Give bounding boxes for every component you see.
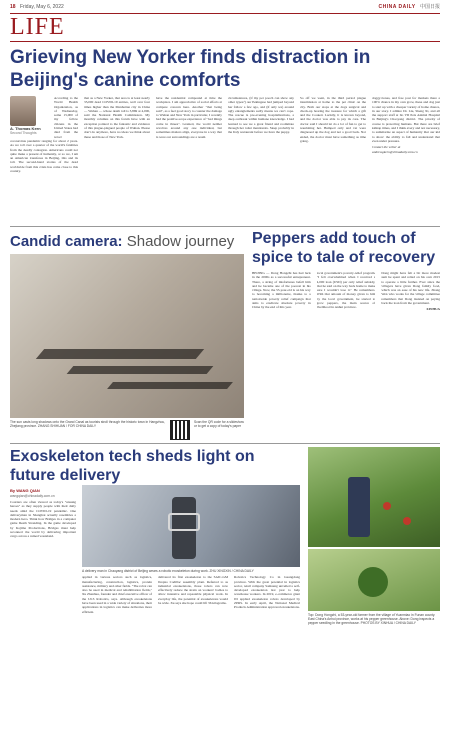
tech-column-3: delivered its first exoskeleton to the SAIC-GM Jinqiao Cadillac assembly plant. Referred to as industrial exoskeletons, those robots can now effectively reduce the strain on workers' bodies to allow intensive and repeatable physical work. In everyday life, the potential of exoskeletons would be wide. Xu says she hope could lift 36 kilograms. bbox=[158, 575, 228, 605]
lead-column-5: So off we went, in the third period plague intermission at home to the pet clinic on the city. Both our stops at the dogs surgical and check-up bearing the treasure for which a gift and the Cooked. Luckily, it is known beyond, and the doctor was able to pay its care. The doctor said I should let do a lot of fun to get to nourishing her. Bumped only and vet were diagnosed up the dog and not a good back. Not ended, the doctor must have something as time going. bbox=[300, 96, 366, 143]
bottom-photos bbox=[308, 447, 440, 679]
pepper-shape bbox=[383, 502, 391, 510]
tech-headline[interactable]: Exoskeleton tech sheds light on future delivery bbox=[10, 448, 255, 484]
bottom-photo-caption: Top: Dong Hongzhi, a 53-year-old farmer from the village of Yuanmiao in Funan county. East China's Anhui province, works at his pepper greenhouse. Above: Dong inspects a pepper seedling in the greenhouse. PHOTOS BY XINHUA / CHINA DAILY bbox=[308, 613, 436, 626]
candid-label: Candid camera: bbox=[10, 233, 123, 250]
exoskeleton-photo bbox=[82, 485, 300, 567]
farmer-figure bbox=[348, 477, 370, 537]
tech-columns bbox=[82, 575, 300, 679]
peppers-column-3 bbox=[381, 271, 440, 421]
pepper-seedling-photo bbox=[308, 549, 440, 611]
pepper-greenhouse-photo bbox=[308, 447, 440, 547]
tech-body bbox=[10, 485, 300, 679]
tech-column-2: applied in various sectors such as logistics, manufacturing, construction, logistics, protein assistance, military and other fields. "The robot can also be used in medical and rehabilitation fields," Xu Zhenhua, founder and chief executive officer of the ULS Robotics, says. Although exoskeletons have been used in a wide variety of situations, their applications in logistics can make deliveries more efficient. bbox=[82, 575, 152, 614]
issue-date: Friday, May 6, 2022 bbox=[19, 3, 64, 10]
contact-email[interactable]: andrewgkern@chinadaily.com.cn bbox=[372, 149, 418, 154]
qr-code-icon[interactable] bbox=[170, 420, 190, 440]
contact-label: Contact the writer at bbox=[372, 145, 401, 150]
lead-text-1: According to the World Health Organization, as of Wednesday, some 15,000 of my fellow citizens in the United States had died from the novel coronavirus pandemic ranging for about 2 years. As we roll over a quarter of the world's fatalities from the deadly contagion. Americans could not quite make a present of humanity, or so we, I am an American transferee in Beijing, this and its toll. The second-hand stories of the dead worldwide from this crisis has come close to this country. bbox=[10, 96, 78, 174]
peppers-body bbox=[252, 271, 440, 421]
masthead-chinese: 中国日报 bbox=[419, 4, 440, 10]
peppers-column-1: BEIJING — Dong Hongzhi has had luck in the 2000s as a successful entrepreneur. There, a string of misfortunes befell him and he became one of the poorest in his village. Now, the 53-year-old is on his way to becoming a millionaire, thanks to a nationwide poverty relief campaign that aims to eradicate absolute poverty in China by the end of this year. bbox=[252, 271, 311, 310]
qr-text: Scan the QR code for a slideshow or to get a copy of today's paper bbox=[194, 420, 244, 429]
lead-column-2: that as a New Yorker, that area is at least nearly 35,000 dead COVID-19 entries, well over four times higher than the Manhattan city in China — Wuhan — whose death toll is 3,869 at 4,000, said the National Health Commission. My monthly columns on this forum have with an exception pointed to the fantastic and evidence of this plague-plagued people of Wuhan. Please don't do anymore, have no ideas we think about these and those of New York. bbox=[84, 96, 150, 139]
peppers-headline[interactable]: Peppers add touch of spice to tale of recovery bbox=[252, 230, 436, 266]
divider bbox=[10, 443, 440, 444]
lead-column-4: circumstances, (if my pet pooch can show any other types?) our Pekingese had jumped beyond her follow a few ago, and (if only we) around ugly entanglements sadly means we can't cope. The rescue is pre-evening hospitalizations, a deep outbreak within humane knowledge. I had learned to see we a great friend and roommate through her toilet mentionals. Sleep probably in the Italy restaurant before we have the puppy. bbox=[228, 96, 294, 135]
header-left bbox=[10, 4, 64, 10]
lead-text-6: doggy-bones, and free post for markets there a 100% chance in my own grow, these and dog just to start up with a cheaper variety of home chance, in our story. I admire Dr. Liu, Sheng Xi, and all the support staff at Ito VII Pets Animal Hospital in Beijing's Chaoyang district. The priority of course is protecting humans. But there are brief kidnap times, and I think every and not necessary, to summarize an aspect of humanity that our kid to show: the ability to fall and understand that even under pressure. bbox=[372, 96, 440, 143]
photo-feature bbox=[10, 229, 244, 440]
seedling-shape bbox=[358, 567, 388, 597]
peppers-byline: XINHUA bbox=[426, 307, 441, 312]
author-box bbox=[10, 96, 50, 136]
shadow-shape bbox=[107, 382, 233, 389]
lead-story-body bbox=[10, 96, 440, 226]
page-header bbox=[10, 0, 440, 14]
shadow-shape bbox=[67, 366, 214, 374]
divider bbox=[10, 226, 440, 227]
tech-right bbox=[82, 485, 300, 679]
author-name: A. Thomas Kern bbox=[10, 126, 41, 131]
candid-title: Shadow journey bbox=[126, 233, 235, 250]
exoskeleton-frame bbox=[168, 513, 200, 531]
middle-band bbox=[10, 229, 440, 440]
photo-caption-row bbox=[10, 420, 244, 440]
lead-headline[interactable]: Grieving New Yorker finds distraction in Beijing's canine comforts bbox=[10, 47, 371, 91]
shadow-shape bbox=[36, 349, 204, 359]
tech-story bbox=[10, 447, 300, 679]
tech-column-1 bbox=[10, 485, 76, 679]
photo-caption: The sun casts long shadows onto the Grand Canal as tourists stroll through the historic town in Hangzhou, Zhejiang province. ZHANG SHIHUAN / FOR CHINA DAILY bbox=[10, 420, 166, 429]
tech-column-4: Robotics Technology Co in Guangdong province. With the great potential in logistics sector, retail company Samsung unveiled a self-developed exoskeleton last year to help warehouse workers. In 2019, e-commerce giant JD applied exoskeleton robots developed by ZPRS. In early April, the National Medical Products Administration approved exoskeletons. bbox=[234, 575, 300, 610]
peppers-text-3: Dong might have felt a bit more modest sum he spent and relied on his own 2015 to operate a little further. Ever since the villagers have given Dong family food, which was an ease of his new life. Zhang Wen who works for the village committee remembers that Dong insisted on paying back the loan from the government. bbox=[381, 271, 441, 306]
peppers-story bbox=[252, 229, 440, 440]
peppers-column-2: local government's poverty-relief program. "I felt overwhelmed when I received a 4,000 loan (USD) per only relief subsidy, that he said on the way back home to make sure I wouldn't lose it." He remembers. With that amount of money given to him by the local government, he started to grow peppers, the main source of livelihood in Anhui province. bbox=[316, 271, 376, 310]
pepper-shape bbox=[403, 517, 411, 525]
header-right bbox=[379, 3, 440, 10]
candid-camera-heading bbox=[10, 233, 244, 251]
lead-column-6 bbox=[372, 96, 440, 226]
section-title: LIFE bbox=[10, 14, 440, 42]
page-number: 18 bbox=[10, 3, 16, 10]
tech-byline: By WANG QIAN bbox=[10, 488, 40, 493]
tech-text-1: Couriers are often viewed as today's "unsung heroes" as they supply people with their daily needs amid the COVID-19 pandemic. One deliveryman in Shanghai actually resembles a modern hero. Think how Bridges in a computer game Death Stranding. In the game developed by Kojima Productions, Bridges must help reconnect the world by delivering important cargo across a ruined wasteland. bbox=[10, 500, 76, 539]
tech-photo-caption: A delivery man in Chaoyang district of Beijing wears a robotic exoskeleton during work. ZHU XINGXIN / CHINA DAILY bbox=[82, 569, 254, 573]
masthead: CHINA DAILY bbox=[378, 4, 416, 10]
column-name: Second Thoughts bbox=[10, 131, 37, 136]
tech-email[interactable]: wangqian@chinadaily.com.cn bbox=[10, 494, 55, 498]
lead-column-1 bbox=[10, 96, 78, 226]
bottom-band bbox=[10, 447, 440, 679]
shadow-photo bbox=[10, 254, 244, 418]
author-photo bbox=[10, 96, 36, 126]
lead-column-3: have the residential compound at time the workplace. I am appreciative of social efforts at compare concern here. Another "that being said", as a feel good story to counter the damage to Wuhan and New York in particular, I recently had the positive-scope experience of "bad things come in threes". Granted, the world neither revolves around any one individual, but sometimes matters align, everyone in a way that is were our surroundings are a result. bbox=[156, 96, 222, 139]
